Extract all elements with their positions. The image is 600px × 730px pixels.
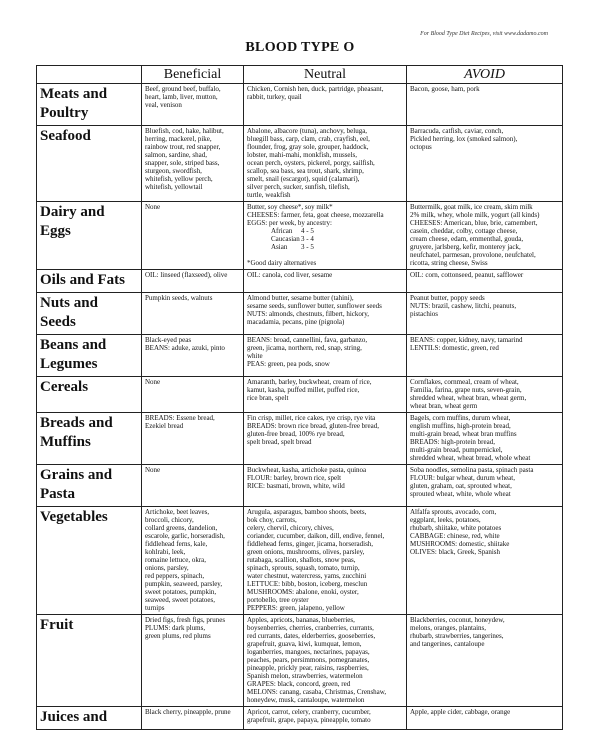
table-row bbox=[37, 270, 563, 293]
beneficial-item: pumpkin, seaweed, parsley, bbox=[145, 580, 223, 588]
avoid-cell bbox=[407, 707, 563, 730]
ancestry-label: Asian bbox=[271, 243, 288, 251]
table-row bbox=[37, 507, 563, 615]
avoid-item: CABBAGE: chinese, red, white bbox=[410, 532, 500, 540]
neutral-item: Spanish melon, strawberries, watermelon bbox=[247, 672, 363, 680]
table-body bbox=[37, 84, 563, 730]
avoid-item: Familia, farina, grape nuts, seven-grain, bbox=[410, 386, 522, 394]
beneficial-item: Black cherry, pineapple, prune bbox=[145, 708, 231, 716]
neutral-item: FLOUR: barley, brown rice, spelt bbox=[247, 474, 342, 482]
ancestry-amount: 3 - 4 bbox=[301, 235, 314, 243]
header-avoid: AVOID bbox=[407, 66, 563, 84]
beneficial-item: kohlrabi, leek, bbox=[145, 548, 186, 556]
neutral-item: Butter, soy cheese*, soy milk* bbox=[247, 203, 333, 211]
beneficial-item: Bluefish, cod, hake, halibut, bbox=[145, 127, 224, 135]
neutral-item: pineapple, prickly pear, raisins, raspberries, bbox=[247, 664, 369, 672]
neutral-item: loganberries, mangoes, nectarines, papayas, bbox=[247, 648, 370, 656]
beneficial-cell bbox=[142, 507, 244, 615]
beneficial-item: sweet potatoes, pumpkin, bbox=[145, 588, 217, 596]
neutral-cell bbox=[244, 615, 407, 707]
beneficial-item: Black-eyed peas bbox=[145, 336, 192, 344]
category-cell bbox=[37, 335, 142, 377]
neutral-item: fiddlehead ferns, ginger, jicama, horseradish, bbox=[247, 540, 374, 548]
neutral-item: kamut, kasha, puffed millet, puffed rice, bbox=[247, 386, 360, 394]
neutral-item: gluten-free bread, 100% rye bread, bbox=[247, 430, 345, 438]
beneficial-item: Artichoke, beet leaves, bbox=[145, 508, 210, 516]
avoid-cell bbox=[407, 270, 563, 293]
neutral-item: ocean perch, oysters, pickerel, porgy, sailfish, bbox=[247, 159, 375, 167]
neutral-cell bbox=[244, 707, 407, 730]
avoid-cell bbox=[407, 465, 563, 507]
category-label: Cereals bbox=[40, 379, 89, 395]
neutral-footnote: *Good dairy alternatives bbox=[247, 259, 317, 267]
neutral-cell bbox=[244, 126, 407, 202]
avoid-item: pistachios bbox=[410, 310, 438, 318]
avoid-item: english muffins, high-protein bread, bbox=[410, 422, 511, 430]
neutral-item: bluegill bass, carp, clam, crab, crayfish, eel, bbox=[247, 135, 370, 143]
food-table bbox=[36, 65, 563, 730]
neutral-item: sesame seeds, sunflower butter, sunflower seeds bbox=[247, 302, 382, 310]
category-label: Vegetables bbox=[40, 509, 108, 525]
beneficial-cell bbox=[142, 465, 244, 507]
neutral-item: Apricot, carrot, celery, cranberry, cucumber, bbox=[247, 708, 371, 716]
avoid-cell bbox=[407, 202, 563, 270]
avoid-item: rhubarb, shiitake, white potatoes bbox=[410, 524, 502, 532]
beneficial-item: None bbox=[145, 378, 161, 386]
neutral-cell bbox=[244, 202, 407, 270]
neutral-item: celery, chervil, chicory, chives, bbox=[247, 524, 334, 532]
neutral-item: grapefruit, guava, kiwi, kumquat, lemon, bbox=[247, 640, 362, 648]
neutral-item: MELONS: canang, casaba, Christmas, Crenshaw, bbox=[247, 688, 387, 696]
table-row bbox=[37, 202, 563, 270]
neutral-cell bbox=[244, 465, 407, 507]
avoid-item: melons, oranges, plantains, bbox=[410, 624, 487, 632]
beneficial-item: salmon, sardine, shad, bbox=[145, 151, 208, 159]
neutral-item: rice bran, spelt bbox=[247, 394, 289, 402]
category-label: Seeds bbox=[40, 314, 76, 330]
category-cell bbox=[37, 507, 142, 615]
beneficial-cell bbox=[142, 270, 244, 293]
category-label: Oils and Fats bbox=[40, 272, 126, 288]
neutral-item: Fin crisp, millet, rice cakes, rye crisp, rye vita bbox=[247, 414, 376, 422]
avoid-item: Cornflakes, cornmeal, cream of wheat, bbox=[410, 378, 519, 386]
category-label: Breads and bbox=[40, 415, 113, 431]
egg-ancestry-line bbox=[247, 227, 403, 235]
avoid-item: Buttermilk, goat milk, ice cream, skim milk bbox=[410, 203, 533, 211]
egg-ancestry-line bbox=[247, 243, 403, 251]
ancestry-label: Caucasian bbox=[271, 235, 300, 243]
neutral-item: bok choy, carrots, bbox=[247, 516, 297, 524]
neutral-item: boysenberries, cherries, cranberries, currants, bbox=[247, 624, 374, 632]
beneficial-item: Dried figs, fresh figs, prunes bbox=[145, 616, 226, 624]
category-label: Grains and bbox=[40, 467, 113, 483]
neutral-cell bbox=[244, 413, 407, 465]
beneficial-cell bbox=[142, 335, 244, 377]
category-label: Poultry bbox=[40, 105, 89, 121]
beneficial-item: escarole, garlic, horseradish, bbox=[145, 532, 225, 540]
neutral-item: portobello, tree oyster bbox=[247, 596, 309, 604]
category-cell bbox=[37, 293, 142, 335]
avoid-item: Bagels, corn muffins, durum wheat, bbox=[410, 414, 511, 422]
neutral-item: macadamia, pecans, pine (pignola) bbox=[247, 318, 345, 326]
table-row bbox=[37, 377, 563, 413]
beneficial-item: rainbow trout, red snapper, bbox=[145, 143, 221, 151]
beneficial-item: PLUMS: dark plums, bbox=[145, 624, 206, 632]
neutral-cell bbox=[244, 377, 407, 413]
category-label: Fruit bbox=[40, 617, 74, 633]
neutral-item: RICE: basmati, brown, white, wild bbox=[247, 482, 345, 490]
avoid-item: gluten, graham, oat, sprouted wheat, bbox=[410, 482, 512, 490]
beneficial-cell bbox=[142, 84, 244, 126]
avoid-cell bbox=[407, 507, 563, 615]
avoid-item: FLOUR: bulgar wheat, durum wheat, bbox=[410, 474, 515, 482]
neutral-item: green onions, mushrooms, olives, parsley, bbox=[247, 548, 365, 556]
beneficial-item: Ezekiel bread bbox=[145, 422, 184, 430]
beneficial-cell bbox=[142, 413, 244, 465]
category-label: Meats and bbox=[40, 86, 108, 102]
avoid-item: Alfalfa sprouts, avocado, corn, bbox=[410, 508, 497, 516]
neutral-item: Amaranth, barley, buckwheat, cream of rice, bbox=[247, 378, 372, 386]
beneficial-cell bbox=[142, 707, 244, 730]
beneficial-cell bbox=[142, 202, 244, 270]
avoid-item: BREADS: high-protein bread, bbox=[410, 438, 495, 446]
neutral-item: Buckwheat, kasha, artichoke pasta, quinoa bbox=[247, 466, 367, 474]
beneficial-item: None bbox=[145, 466, 161, 474]
neutral-item: PEAS: green, pea pods, snow bbox=[247, 360, 330, 368]
neutral-item: Arugula, asparagus, bamboo shoots, beets, bbox=[247, 508, 367, 516]
avoid-item: eggplant, leeks, potatoes, bbox=[410, 516, 481, 524]
beneficial-item: sturgeon, swordfish, bbox=[145, 167, 202, 175]
neutral-item: Chicken, Cornish hen, duck, partridge, pheasant, bbox=[247, 85, 384, 93]
neutral-item: spinach, sprouts, squash, tomato, turnip, bbox=[247, 564, 360, 572]
category-label: Nuts and bbox=[40, 295, 98, 311]
beneficial-item: whitefish, yellowtail bbox=[145, 183, 203, 191]
neutral-item: EGGS: per week, by ancestry: bbox=[247, 219, 332, 227]
avoid-item: Blackberries, coconut, honeydew, bbox=[410, 616, 505, 624]
avoid-item: sprouted wheat, white, whole wheat bbox=[410, 490, 511, 498]
avoid-item: Bacon, goose, ham, pork bbox=[410, 85, 480, 93]
neutral-cell bbox=[244, 335, 407, 377]
beneficial-item: seaweed, sweet potatoes, bbox=[145, 596, 215, 604]
category-cell bbox=[37, 413, 142, 465]
table-row bbox=[37, 335, 563, 377]
category-label: Eggs bbox=[40, 223, 71, 239]
beneficial-item: whitefish, yellow perch, bbox=[145, 175, 213, 183]
header-row bbox=[37, 66, 563, 84]
category-label: Legumes bbox=[40, 356, 98, 372]
egg-ancestry-line bbox=[247, 235, 403, 243]
avoid-item: rhubarb, strawberries, tangerines, bbox=[410, 632, 504, 640]
beneficial-item: veal, venison bbox=[145, 101, 182, 109]
category-label: Muffins bbox=[40, 434, 91, 450]
category-cell bbox=[37, 202, 142, 270]
category-cell bbox=[37, 126, 142, 202]
neutral-item: Abalone, albacore (tuna), anchovy, beluga, bbox=[247, 127, 368, 135]
beneficial-item: Beef, ground beef, buffalo, bbox=[145, 85, 221, 93]
avoid-cell bbox=[407, 293, 563, 335]
beneficial-item: BREADS: Essene bread, bbox=[145, 414, 215, 422]
avoid-item: OIL: corn, cottonseed, peanut, safflower bbox=[410, 271, 524, 279]
avoid-item: cream cheese, edam, emmenthal, gouda, bbox=[410, 235, 524, 243]
avoid-item: BEANS: copper, kidney, navy, tamarind bbox=[410, 336, 523, 344]
table-row bbox=[37, 413, 563, 465]
beneficial-item: red peppers, spinach, bbox=[145, 572, 205, 580]
neutral-item: OIL: canola, cod liver, sesame bbox=[247, 271, 333, 279]
avoid-item: MUSHROOMS: domestic, shiitake bbox=[410, 540, 510, 548]
category-label: Seafood bbox=[40, 128, 91, 144]
header-neutral: Neutral bbox=[244, 66, 407, 84]
beneficial-item: fiddlehead ferns, kale, bbox=[145, 540, 208, 548]
category-cell bbox=[37, 465, 142, 507]
neutral-item: Apples, apricots, bananas, blueberries, bbox=[247, 616, 355, 624]
neutral-item: green, jicama, northern, red, snap, string, bbox=[247, 344, 362, 352]
neutral-item: MUSHROOMS: abalone, enoki, oyster, bbox=[247, 588, 359, 596]
neutral-item: LETTUCE: bibb, boston, iceberg, mesclun bbox=[247, 580, 368, 588]
avoid-cell bbox=[407, 335, 563, 377]
neutral-item: GRAPES: black, concord, green, red bbox=[247, 680, 351, 688]
avoid-cell bbox=[407, 615, 563, 707]
beneficial-item: BEANS: aduke, azuki, pinto bbox=[145, 344, 225, 352]
table-row bbox=[37, 707, 563, 730]
beneficial-item: broccoli, chicory, bbox=[145, 516, 194, 524]
avoid-item: shredded wheat, wheat bran, wheat germ, bbox=[410, 394, 527, 402]
beneficial-item: herring, mackerel, pike, bbox=[145, 135, 212, 143]
beneficial-cell bbox=[142, 126, 244, 202]
neutral-item: smelt, snail (escargot), squid (calamari), bbox=[247, 175, 360, 183]
beneficial-cell bbox=[142, 615, 244, 707]
avoid-item: wheat bran, wheat germ bbox=[410, 402, 478, 410]
category-cell bbox=[37, 615, 142, 707]
neutral-item: BREADS: brown rice bread, gluten-free bread, bbox=[247, 422, 379, 430]
neutral-item: grapefruit, grape, papaya, pineapple, tomato bbox=[247, 716, 371, 724]
avoid-cell bbox=[407, 84, 563, 126]
beneficial-item: green plums, red plums bbox=[145, 632, 211, 640]
beneficial-item: onions, parsley, bbox=[145, 564, 189, 572]
ancestry-amount: 3 - 5 bbox=[301, 243, 314, 251]
avoid-item: Soba noodles, semolina pasta, spinach pasta bbox=[410, 466, 534, 474]
beneficial-item: heart, lamb, liver, mutton, bbox=[145, 93, 218, 101]
header-beneficial: Beneficial bbox=[142, 66, 244, 84]
neutral-item: rutabaga, scallion, shallots, snow peas, bbox=[247, 556, 356, 564]
category-cell bbox=[37, 707, 142, 730]
table-row bbox=[37, 615, 563, 707]
neutral-item: honeydew, musk, cantaloupe, watermelon bbox=[247, 696, 365, 704]
beneficial-cell bbox=[142, 293, 244, 335]
avoid-item: Barracuda, catfish, caviar, conch, bbox=[410, 127, 504, 135]
avoid-item: ricotta, string cheese, Swiss bbox=[410, 259, 488, 267]
category-cell bbox=[37, 377, 142, 413]
category-cell bbox=[37, 84, 142, 126]
header-blank bbox=[37, 66, 142, 84]
neutral-item: scallop, sea bass, sea trout, shark, shrimp, bbox=[247, 167, 364, 175]
avoid-item: OLIVES: black, Greek, Spanish bbox=[410, 548, 501, 556]
avoid-item: neufchatel, parmesan, provolone, neufchatel, bbox=[410, 251, 536, 259]
category-label: Pasta bbox=[40, 486, 75, 502]
beneficial-item: romaine lettuce, okra, bbox=[145, 556, 207, 564]
neutral-item: silver perch, sucker, sunfish, tilefish, bbox=[247, 183, 350, 191]
avoid-cell bbox=[407, 126, 563, 202]
neutral-cell bbox=[244, 293, 407, 335]
avoid-item: gruyere, jarlsberg, kefir, monterey jack, bbox=[410, 243, 521, 251]
neutral-item: red currants, dates, elderberries, gooseberries, bbox=[247, 632, 376, 640]
neutral-item: peaches, pears, persimmons, pomegranates, bbox=[247, 656, 370, 664]
avoid-item: multi-grain bread, wheat bran muffins bbox=[410, 430, 517, 438]
ancestry-label: African bbox=[271, 227, 293, 235]
neutral-item: rabbit, turkey, quail bbox=[247, 93, 302, 101]
document-title: BLOOD TYPE O bbox=[245, 40, 355, 55]
avoid-item: 2% milk, whey, whole milk, yogurt (all kinds) bbox=[410, 211, 540, 219]
beneficial-item: None bbox=[145, 203, 161, 211]
category-cell bbox=[37, 270, 142, 293]
beneficial-item: OIL: linseed (flaxseed), olive bbox=[145, 271, 228, 279]
avoid-item: and tangerines, cantaloupe bbox=[410, 640, 485, 648]
avoid-item: octopus bbox=[410, 143, 432, 151]
spacer bbox=[247, 251, 403, 259]
neutral-item: white bbox=[247, 352, 263, 360]
neutral-cell bbox=[244, 84, 407, 126]
neutral-cell bbox=[244, 270, 407, 293]
avoid-item: Pickled herring, lox (smoked salmon), bbox=[410, 135, 518, 143]
neutral-item: NUTS: almonds, chestnuts, filbert, hickory, bbox=[247, 310, 370, 318]
neutral-item: PEPPERS: green, jalapeno, yellow bbox=[247, 604, 345, 612]
neutral-item: Almond butter, sesame butter (tahini), bbox=[247, 294, 354, 302]
category-label: Juices and bbox=[40, 709, 108, 725]
neutral-item: spelt bread, spelt bread bbox=[247, 438, 312, 446]
page-footer-note: For Blood Type Diet Recipes, visit www.dadamo.com bbox=[420, 31, 548, 37]
beneficial-item: turnips bbox=[145, 604, 165, 612]
table-row bbox=[37, 126, 563, 202]
neutral-item: turtle, weakfish bbox=[247, 191, 291, 199]
neutral-item: coriander, cucumber, daikon, dill, endive, fennel, bbox=[247, 532, 385, 540]
avoid-item: multi-grain bread, pumpernickel, bbox=[410, 446, 503, 454]
avoid-item: CHEESES: American, blue, brie, camembert, bbox=[410, 219, 538, 227]
table-row bbox=[37, 465, 563, 507]
beneficial-item: collard greens, dandelion, bbox=[145, 524, 218, 532]
neutral-cell bbox=[244, 507, 407, 615]
neutral-item: flounder, frog, gray sole, grouper, haddock, bbox=[247, 143, 369, 151]
beneficial-item: Pumpkin seeds, walnuts bbox=[145, 294, 213, 302]
category-label: Dairy and bbox=[40, 204, 105, 220]
ancestry-amount: 4 - 5 bbox=[301, 227, 314, 235]
avoid-item: casein, cheddar, colby, cottage cheese, bbox=[410, 227, 518, 235]
category-label: Beans and bbox=[40, 337, 107, 353]
table-row bbox=[37, 293, 563, 335]
avoid-item: LENTILS: domestic, green, red bbox=[410, 344, 499, 352]
avoid-item: NUTS: brazil, cashew, litchi, peanuts, bbox=[410, 302, 517, 310]
neutral-item: BEANS: broad, cannellini, fava, garbanzo, bbox=[247, 336, 368, 344]
neutral-item: water chestnut, watercress, yams, zucchini bbox=[247, 572, 367, 580]
neutral-item: CHEESES: farmer, feta, goat cheese, mozzarella bbox=[247, 211, 384, 219]
avoid-item: Peanut butter, poppy seeds bbox=[410, 294, 485, 302]
avoid-item: shredded wheat, wheat bread, whole wheat bbox=[410, 454, 531, 462]
avoid-cell bbox=[407, 377, 563, 413]
table-row bbox=[37, 84, 563, 126]
beneficial-cell bbox=[142, 377, 244, 413]
avoid-item: Apple, apple cider, cabbage, orange bbox=[410, 708, 511, 716]
neutral-item: lobster, mahi-mahi, monkfish, mussels, bbox=[247, 151, 357, 159]
beneficial-item: snapper, sole, striped bass, bbox=[145, 159, 220, 167]
avoid-cell bbox=[407, 413, 563, 465]
